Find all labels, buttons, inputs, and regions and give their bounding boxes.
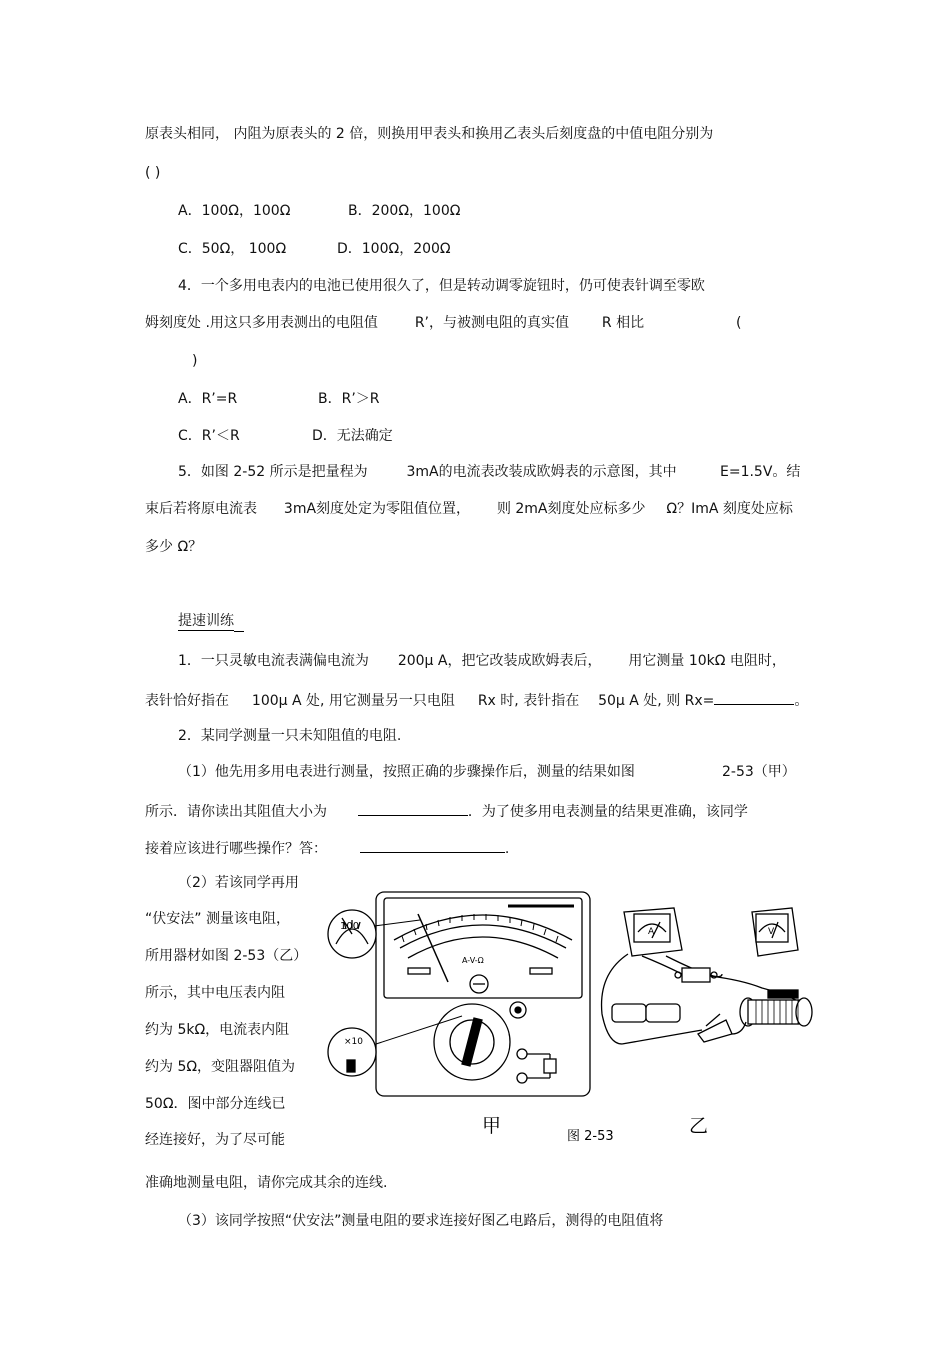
q4-option-b: B．R’＞R — [318, 391, 380, 407]
p2-line1: 2．某同学测量一只未知阻值的电阻. — [178, 728, 402, 744]
p2-s2-line: 约为 5kΩ，电流表内阻 — [145, 1022, 290, 1038]
q3-option-a: A．100Ω，100Ω — [178, 203, 291, 219]
q3-option-c: C．50Ω， 100Ω — [178, 241, 287, 257]
p2-s2-last: 准确地测量电阻，请你完成其余的连线. — [145, 1175, 388, 1191]
q5-line1 — [178, 462, 677, 482]
p2-s1-line2 — [145, 799, 748, 822]
p1-line1-c: 用它测量 10kΩ 电阻时， — [628, 653, 786, 669]
p1-line2-end: 。 — [794, 693, 809, 709]
p1-line2-d: 50μ A 处, 则 Rx= — [598, 693, 715, 709]
p2-s2-line: 经连接好，为了尽可能 — [145, 1132, 285, 1148]
p1-line1 — [178, 651, 786, 671]
p2-s2-line: 所用器材如图 2-53（乙） — [145, 948, 308, 964]
p1-answer-blank[interactable] — [714, 688, 794, 705]
q4-line2-a: 姆刻度处 .用这只多用表测出的电阻值 — [145, 315, 378, 331]
p2-s2-line: “伏安法” 测量该电阻， — [145, 911, 290, 927]
p2-s2-line: 约为 5Ω，变阻器阻值为 — [145, 1059, 296, 1075]
range-selector-callout: ×10 — [344, 1037, 363, 1047]
resistance-answer-blank[interactable] — [358, 799, 468, 816]
p2-s1-line2-b: ．为了使多用电表测量的结果更准确，该同学 — [467, 804, 748, 820]
q3-answer-paren: ( ) — [145, 165, 161, 181]
ammeter-label: A — [648, 927, 655, 937]
label-yi: 乙 — [689, 1115, 709, 1137]
q3-stem-line: 原表头相同， 内阻为原表头的 2 倍，则换用甲表头和换用乙表头后刻度盘的中值电阻分别为 — [145, 126, 714, 142]
q5-line2-b: 3mA刻度处定为零阻值位置， — [283, 501, 471, 517]
section-title — [178, 611, 244, 632]
q4-answer-paren-open: ( — [736, 315, 742, 331]
p2-s1-line3-end: . — [504, 841, 510, 857]
q5-line1-a: 5．如图 2-52 所示是把量程为 — [178, 464, 368, 480]
label-jia: 甲 — [482, 1115, 502, 1137]
p2-s1-line2-a: 所示．请你读出其阻值大小为 — [145, 804, 327, 820]
q3-option-d: D．100Ω，200Ω — [337, 241, 451, 257]
apparatus-drawing — [602, 908, 812, 1044]
p2-s1-line1-a: （1）他先用多用电表进行测量，按照正确的步骤操作后，测量的结果如图 — [178, 764, 635, 780]
p2-s2-line: （2）若该同学再用 — [178, 875, 299, 891]
q5-line2-d: Ω？ImA 刻度处应标 — [666, 501, 793, 517]
dial-reading-callout: 100 — [340, 921, 360, 932]
q4-line2-c: R 相比 — [601, 315, 645, 331]
p2-s1-line1-b: 2-53（甲） — [722, 764, 796, 780]
q4-line2-b: R’，与被测电阻的真实值 — [414, 315, 569, 331]
q3-option-b: B．200Ω，100Ω — [348, 203, 461, 219]
figure-2-53 — [322, 884, 842, 1144]
q4-line1: 4．一个多用电表内的电池已使用很久了，但是转动调零旋钮时，仍可使表针调至零欧 — [178, 278, 705, 294]
p1-line2-c: Rx 时, 表针指在 — [477, 693, 580, 709]
p2-s1-line3-a: 接着应该进行哪些操作？答： — [145, 841, 327, 857]
q5-line1-c: E=1.5V。结 — [720, 464, 801, 480]
section-title-text: 提速训练 — [178, 613, 234, 629]
p2-s1-line3 — [145, 836, 509, 859]
q5-line2-a: 束后若将原电流表 — [145, 501, 257, 517]
q4-option-d: D．无法确定 — [312, 428, 393, 444]
figure-caption: 图 2-53 — [567, 1129, 614, 1144]
p1-line1-b: 200μ A，把它改装成欧姆表后， — [397, 653, 602, 669]
q5-line3: 多少 Ω？ — [145, 539, 203, 555]
q4-option-a: A．R’=R — [178, 391, 238, 407]
p1-line2-a: 表针恰好指在 — [145, 693, 229, 709]
q5-line2 — [145, 499, 793, 519]
operation-answer-blank[interactable] — [360, 836, 505, 853]
multimeter-drawing — [328, 892, 590, 1096]
q4-answer-paren-close: ) — [192, 353, 198, 369]
q4-option-c: C．R’＜R — [178, 428, 240, 444]
meter-scale-label: A-V-Ω — [462, 956, 484, 965]
p2-s3-line1: （3）该同学按照“伏安法”测量电阻的要求连接好图乙电路后，测得的电阻值将 — [178, 1213, 664, 1229]
p1-line1-a: 1．一只灵敏电流表满偏电流为 — [178, 653, 369, 669]
p2-s2-line: 50Ω．图中部分连线已 — [145, 1096, 286, 1112]
p1-line2-b: 100μ A 处, 用它测量另一只电阻 — [251, 693, 455, 709]
voltmeter-label: V — [768, 927, 775, 937]
p2-s2-line: 所示，其中电压表内阻 — [145, 985, 285, 1001]
q5-line1-b: 3mA的电流表改装成欧姆表的示意图，其中 — [406, 464, 677, 480]
q4-line2 — [145, 313, 644, 333]
q5-line2-c: 则 2mA刻度处应标多少 — [496, 501, 646, 517]
p1-line2 — [145, 688, 808, 711]
